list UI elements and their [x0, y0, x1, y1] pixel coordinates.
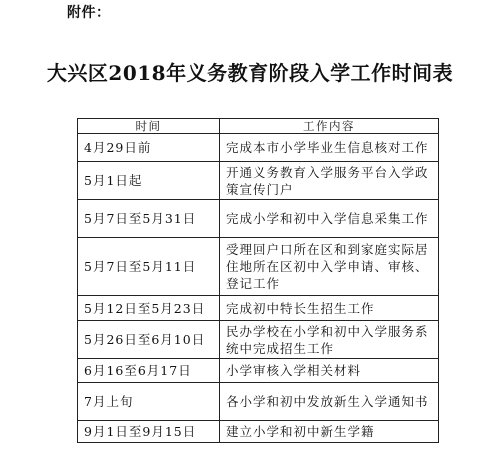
- work-cell: 建立小学和初中新生学籍: [220, 421, 439, 443]
- time-cell: 4月29日前: [78, 134, 220, 162]
- table-row: [78, 296, 439, 321]
- schedule-table: [77, 118, 439, 443]
- table-row: [78, 162, 439, 200]
- work-cell: 完成小学和初中入学信息采集工作: [220, 200, 439, 238]
- work-cell: 开通义务教育入学服务平台入学政策宣传门户: [220, 162, 439, 200]
- work-cell: 完成本市小学毕业生信息核对工作: [220, 134, 439, 162]
- table-row: [78, 359, 439, 383]
- work-cell: 各小学和初中发放新生入学通知书: [220, 383, 439, 421]
- table-row: [78, 421, 439, 443]
- attachment-label: 附件：: [67, 5, 111, 21]
- time-cell: 7月上旬: [78, 383, 220, 421]
- time-cell: 5月1日起: [78, 162, 220, 200]
- table-row: [78, 321, 439, 359]
- time-cell: 5月26日至6月10日: [78, 321, 220, 359]
- table-row: [78, 238, 439, 296]
- time-cell: 9月1日至9月15日: [78, 421, 220, 443]
- work-cell: 完成初中特长生招生工作: [220, 296, 439, 321]
- work-cell: 民办学校在小学和初中入学服务系统中完成招生工作: [220, 321, 439, 359]
- table-row: [78, 134, 439, 162]
- document-title: 大兴区2018年义务教育阶段入学工作时间表: [46, 61, 454, 85]
- table-row: [78, 200, 439, 238]
- time-cell: 5月12日至5月23日: [78, 296, 220, 321]
- table-header-row: [78, 119, 439, 134]
- header-work: 工作内容: [220, 119, 439, 134]
- time-cell: 6月16至6月17日: [78, 359, 220, 383]
- header-time: 时间: [78, 119, 220, 134]
- work-cell: 小学审核入学相关材料: [220, 359, 439, 383]
- work-cell: 受理回户口所在区和到家庭实际居住地所在区初中入学申请、审核、登记工作: [220, 238, 439, 296]
- time-cell: 5月7日至5月31日: [78, 200, 220, 238]
- time-cell: 5月7日至5月11日: [78, 238, 220, 296]
- table-row: [78, 383, 439, 421]
